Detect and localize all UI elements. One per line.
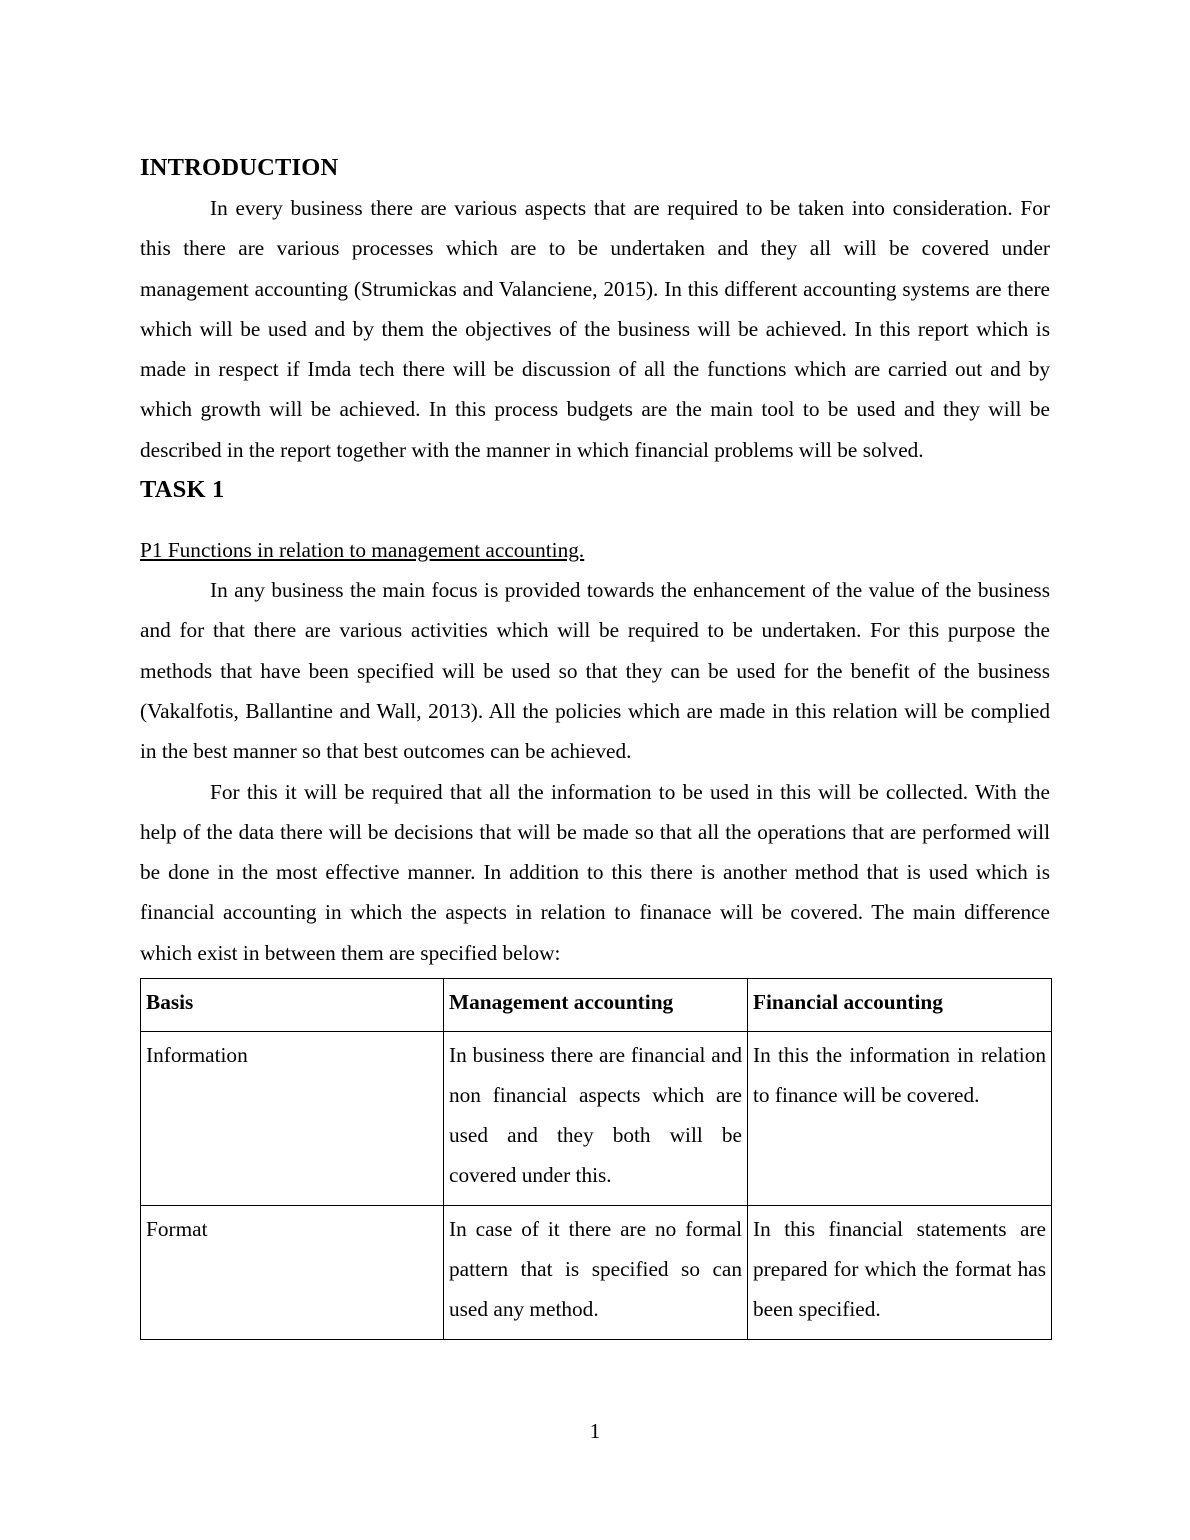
table-header-row bbox=[141, 979, 1052, 1032]
table-row bbox=[141, 1032, 1052, 1206]
header-cell-management: Management accounting bbox=[444, 979, 748, 1032]
header-cell-financial: Financial accounting bbox=[748, 979, 1052, 1032]
table-cell: In this the information in relation to finance will be covered. bbox=[748, 1032, 1052, 1206]
page-content bbox=[140, 148, 1050, 1340]
table-cell: Information bbox=[141, 1032, 444, 1206]
introduction-heading: INTRODUCTION bbox=[140, 154, 339, 181]
comparison-table bbox=[140, 978, 1052, 1340]
table-cell: In business there are financial and non financial aspects which are used and they both will be covered under this. bbox=[444, 1032, 748, 1206]
task1-heading: TASK 1 bbox=[140, 476, 225, 504]
table-cell: In case of it there are no formal pattern that is specified so can used any method. bbox=[444, 1206, 748, 1340]
table-cell: Format bbox=[141, 1206, 444, 1340]
page-number: 1 bbox=[589, 1419, 601, 1443]
task1-paragraph-1: In any business the main focus is provided towards the enhancement of the value of the business and for that there are various activities which will be required to be undertaken. For this purpose the methods that have been specified will be used so that they can be used for the benefit of the business (Vakalfotis, Ballantine and Wall, 2013). All the policies which are made in this relation will be complied in the best manner so that best outcomes can be achieved. bbox=[140, 578, 1050, 764]
table-cell: In this financial statements are prepared for which the format has been specified. bbox=[748, 1206, 1052, 1340]
introduction-paragraph: In every business there are various aspects that are required to be taken into consideration. For this there are various processes which are to be undertaken and they all will be covered under management accounting (Strumickas and Valanciene, 2015). In this different accounting systems are there which will be used and by them the objectives of the business will be achieved. In this report which is made in respect if Imda tech there will be discussion of all the functions which are carried out and by which growth will be achieved. In this process budgets are the main tool to be used and they will be described in the report together with the manner in which financial problems will be solved. bbox=[140, 196, 1050, 462]
p1-subheading: P1 Functions in relation to management accounting. bbox=[140, 538, 585, 563]
header-cell-basis: Basis bbox=[141, 979, 444, 1032]
task1-paragraph-2: For this it will be required that all the information to be used in this will be collected. With the help of the data there will be decisions that will be made so that all the operations that are performed will be done in the most effective manner. In addition to this there is another method that is used which is financial accounting in which the aspects in relation to finanace will be covered. The main difference which exist in between them are specified below: bbox=[140, 779, 1050, 965]
table-row bbox=[141, 1206, 1052, 1340]
